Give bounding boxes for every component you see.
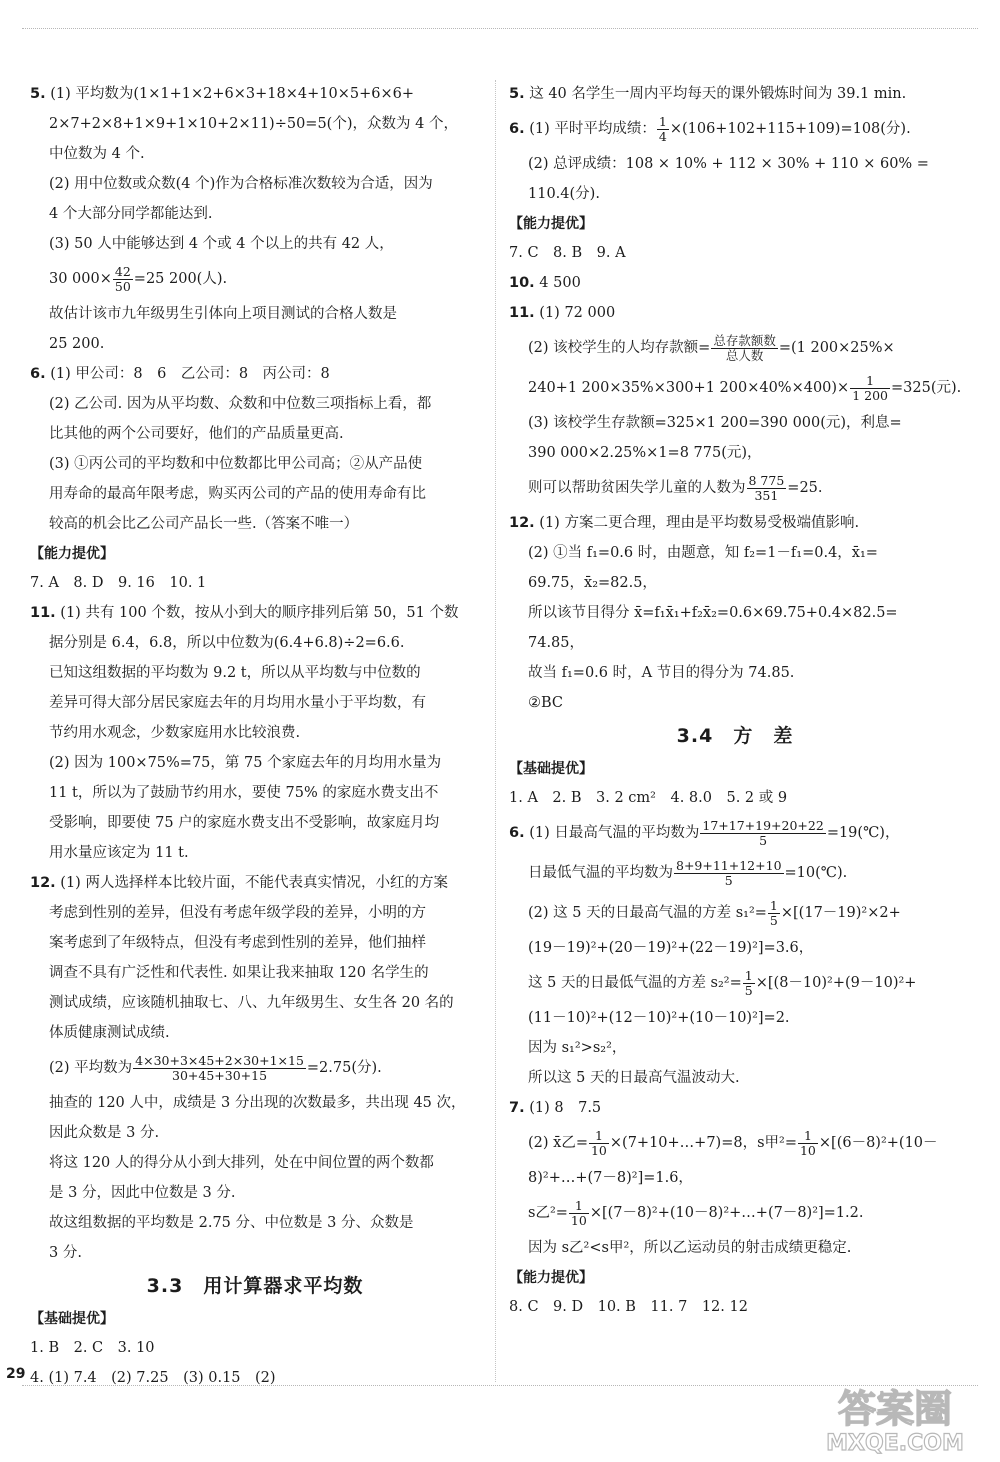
answer-line: 因为 s₁²>s₂²，	[528, 1040, 627, 1056]
answer-line: 已知这组数据的平均数为 9.2 t，所以从平均数与中位数的	[49, 665, 421, 681]
answer-line: (11－10)²+(12－10)²+(10－10)²]=2.	[528, 1010, 790, 1026]
answer-line: 390 000×2.25%×1=8 775(元)，	[528, 445, 762, 461]
answer-line: 是 3 分，因此中位数是 3 分.	[49, 1185, 236, 1201]
answer-line-fraction: s乙²= $\frac{1}{10}$ ×[(7－8)²+(10－8)²+…+(7－8)²]=1.2.	[528, 1197, 864, 1228]
answer-line: 案考虑到了年级特点，但没有考虑到性别的差异，他们抽样	[49, 935, 426, 951]
answer-5-line: 5. (1) 平均数为(1×1+1×2+6×3+18×4+10×5+6×6+	[30, 86, 414, 102]
answer-1-5-line: 1. A 2. B 3. 2 cm² 4. 8.0 5. 2 或 9	[509, 790, 788, 806]
fraction: $\frac{\text{总存款额数}}{\text{总人数}}$	[713, 332, 776, 363]
section-heading-basic: 【基础提优】	[30, 1311, 114, 1327]
page-number: 29	[6, 1366, 26, 1382]
answer-4-line: 4. (1) 7.4 (2) 7.25 (3) 0.15 (2)	[30, 1370, 276, 1386]
answer-12-line: 12. (1) 方案二更合理，理由是平均数易受极端值影响.	[509, 515, 860, 531]
column-divider	[495, 80, 496, 1382]
answer-line: (2) ①当 f₁=0.6 时，由题意，知 f₂=1－f₁=0.4，x̄₁=	[528, 545, 878, 561]
fraction: $\frac{1}{4}$	[658, 113, 667, 144]
section-title-3-4: 3.4 方 差	[676, 725, 794, 747]
left-column	[30, 84, 480, 1398]
fraction: $\frac{1}{5}$	[769, 897, 778, 928]
answer-line: 据分别是 6.4，6.8，所以中位数为(6.4+6.8)÷2=6.6.	[49, 635, 405, 651]
right-column	[509, 84, 961, 1327]
answer-line: 因为 s乙²<s甲²，所以乙运动员的射击成绩更稳定.	[528, 1240, 852, 1256]
answer-6-line: 6. (1) 平时平均成绩： $\frac{1}{4}$ ×(106+102+115+109)=108(分).	[509, 113, 911, 144]
answer-line-fraction: 30 000× $\frac{42}{50}$ =25 200(人).	[49, 263, 228, 294]
answer-line: 25 200.	[49, 336, 105, 352]
answer-6-line: 6. (1) 甲公司：8 6 乙公司：8 丙公司：8	[30, 366, 330, 382]
fraction: $\frac{1}{10}$	[570, 1197, 587, 1228]
answer-line: 中位数为 4 个.	[49, 146, 145, 162]
answer-8-12-line: 8. C 9. D 10. B 11. 7 12. 12	[509, 1299, 748, 1315]
fraction: $\frac{1}{1 200}$	[852, 372, 889, 403]
answer-7-10-line: 7. A 8. D 9. 16 10. 1	[30, 575, 207, 591]
answer-line: ②BC	[528, 695, 564, 711]
answer-line-fraction: (2) x̄乙= $\frac{1}{10}$ ×(7+10+…+7)=8，s甲²= $\frac{1}{10}$ ×[(6－8)²+(10－	[528, 1127, 938, 1158]
answer-line: (19－19)²+(20－19)²+(22－19)²]=3.6，	[528, 940, 814, 956]
answer-line: 差异可得大部分居民家庭去年的月均用水量小于平均数，有	[49, 695, 426, 711]
answer-line: 考虑到性别的差异，但没有考虑年级学段的差异，小明的方	[49, 905, 426, 921]
fraction: $\frac{8+9+11+12+10}{5}$	[676, 857, 782, 888]
answer-line: 比其他的两个公司要好，他们的产品质量更高.	[49, 426, 344, 442]
watermark-logo	[800, 1380, 990, 1458]
answer-line-fraction: 这 5 天的日最低气温的方差 s₂²= $\frac{1}{5}$ ×[(8－10)²+(9－10)²+	[528, 967, 917, 998]
top-rule	[22, 28, 978, 29]
answer-line-fraction: 240+1 200×35%×300+1 200×40%×400)× $\frac{1}{1 200}$ =325(元).	[528, 372, 962, 403]
answer-line: (2) 用中位数或众数(4 个)作为合格标准次数较为合适，因为	[49, 176, 433, 192]
answer-line: 8)²+…+(7－8)²]=1.6，	[528, 1170, 693, 1186]
answer-line: 74.85，	[528, 635, 585, 651]
fraction: $\frac{1}{5}$	[744, 967, 753, 998]
answer-line-fraction: (2) 这 5 天的日最高气温的方差 s₁²= $\frac{1}{5}$ ×[(17－19)²×2+	[528, 897, 901, 928]
answer-line: 2×7+2×8+1×9+1×10+2×11)÷50=5(个)，众数为 4 个，	[49, 116, 458, 132]
answer-line: (3) 50 人中能够达到 4 个或 4 个以上的共有 42 人，	[49, 236, 394, 252]
answer-line: 用水量应该定为 11 t.	[49, 845, 189, 861]
answer-line-fraction: 则可以帮助贫困失学儿童的人数为 $\frac{8 775}{351}$ =25.	[528, 472, 823, 503]
fraction: $\frac{42}{50}$	[114, 263, 131, 294]
section-heading-ability: 【能力提优】	[509, 216, 593, 232]
answer-line: 抽查的 120 人中，成绩是 3 分出现的次数最多，共出现 45 次，	[49, 1095, 466, 1111]
answer-line: (2) 乙公司. 因为从平均数、众数和中位数三项指标上看，都	[49, 396, 432, 412]
answer-line: 69.75，x̄₂=82.5，	[528, 575, 657, 591]
answer-line: (3) ①丙公司的平均数和中位数都比甲公司高；②从产品使	[49, 456, 423, 472]
answer-line: 所以这 5 天的日最高气温波动大.	[528, 1070, 740, 1086]
section-heading-basic: 【基础提优】	[509, 761, 593, 777]
answer-line: (2) 总评成绩：108 × 10% + 112 × 30% + 110 × 60% =	[528, 156, 929, 172]
fraction: $\frac{8 775}{351}$	[748, 472, 785, 503]
answer-line: 故这组数据的平均数是 2.75 分、中位数是 3 分、众数是	[49, 1215, 414, 1231]
answer-line-fraction: (2) 该校学生的人均存款额= $\frac{\text{总存款额数}}{\text{总人数}}$ =(1 200×25%×	[528, 332, 895, 363]
answer-line: (3) 该校学生存款额=325×1 200=390 000(元)，利息=	[528, 415, 902, 431]
watermark-text: 答案圈	[837, 1387, 953, 1431]
answer-line: 节约用水观念，少数家庭用水比较浪费.	[49, 725, 301, 741]
fraction: $\frac{17+17+19+20+22}{5}$	[702, 817, 824, 848]
answer-line: 所以该节目得分 x̄=f₁x̄₁+f₂x̄₂=0.6×69.75+0.4×82.5=	[528, 605, 898, 621]
answer-line: 受影响，即要使 75 户的家庭水费支出不受影响，故家庭月均	[49, 815, 440, 831]
answer-line: 故当 f₁=0.6 时，A 节目的得分为 74.85.	[528, 665, 795, 681]
answer-line: 较高的机会比乙公司产品长一些.（答案不唯一）	[49, 516, 359, 532]
watermark-url: MXQE.COM	[826, 1431, 964, 1456]
answer-6-line: 6. (1) 日最高气温的平均数为 $\frac{17+17+19+20+22}{5}$ =19(℃)，	[509, 817, 900, 848]
answer-line: 测试成绩，应该随机抽取七、八、九年级男生、女生各 20 名的	[49, 995, 454, 1011]
fraction: $\frac{4\times 30+3\times 45+2\times 30+1\times 15}{30+45+30+15}$	[135, 1052, 304, 1083]
answer-12-line: 12. (1) 两人选择样本比较片面，不能代表真实情况，小红的方案	[30, 875, 448, 891]
answer-line: 11 t，所以为了鼓励节约用水，要使 75% 的家庭水费支出不	[49, 785, 439, 801]
answer-5-line: 5. 这 40 名学生一周内平均每天的课外锻炼时间为 39.1 min.	[509, 86, 907, 102]
answer-line: 4 个大部分同学都能达到.	[49, 206, 213, 222]
answer-11-line: 11. (1) 72 000	[509, 305, 616, 321]
section-title-3-3: 3.3 用计算器求平均数	[146, 1275, 364, 1297]
answer-line: 3 分.	[49, 1245, 82, 1261]
answer-line: 将这 120 人的得分从小到大排列，处在中间位置的两个数都	[49, 1155, 434, 1171]
answer-line-fraction: (2) 平均数为 $\frac{4\times 30+3\times 45+2\times 30+1\times 15}{30+45+30+15}$ =2.75(分).	[49, 1052, 382, 1083]
answer-7-line: 7. (1) 8 7.5	[509, 1100, 602, 1116]
answer-line: (2) 因为 100×75%=75，第 75 个家庭去年的月均用水量为	[49, 755, 442, 771]
answer-line: 体质健康测试成绩.	[49, 1025, 170, 1041]
answer-10-line: 10. 4 500	[509, 275, 581, 291]
answer-line: 故估计该市九年级男生引体向上项目测试的合格人数是	[49, 306, 397, 322]
section-heading-ability: 【能力提优】	[30, 546, 114, 562]
answer-line: 因此众数是 3 分.	[49, 1125, 160, 1141]
answer-7-9-line: 7. C 8. B 9. A	[509, 245, 626, 261]
answer-line-fraction: 日最低气温的平均数为 $\frac{8+9+11+12+10}{5}$ =10(℃).	[528, 857, 848, 888]
fraction: $\frac{1}{10}$	[590, 1127, 607, 1158]
fraction: $\frac{1}{10}$	[799, 1127, 816, 1158]
section-heading-ability: 【能力提优】	[509, 1270, 593, 1286]
answer-11-line: 11. (1) 共有 100 个数，按从小到大的顺序排列后第 50，51 个数	[30, 605, 459, 621]
answer-line: 用寿命的最高年限考虑，购买丙公司的产品的使用寿命有比	[49, 486, 426, 502]
answer-1-3-line: 1. B 2. C 3. 10	[30, 1340, 155, 1356]
answer-line: 110.4(分).	[528, 186, 600, 202]
answer-line: 调查不具有广泛性和代表性. 如果让我来抽取 120 名学生的	[49, 965, 429, 981]
